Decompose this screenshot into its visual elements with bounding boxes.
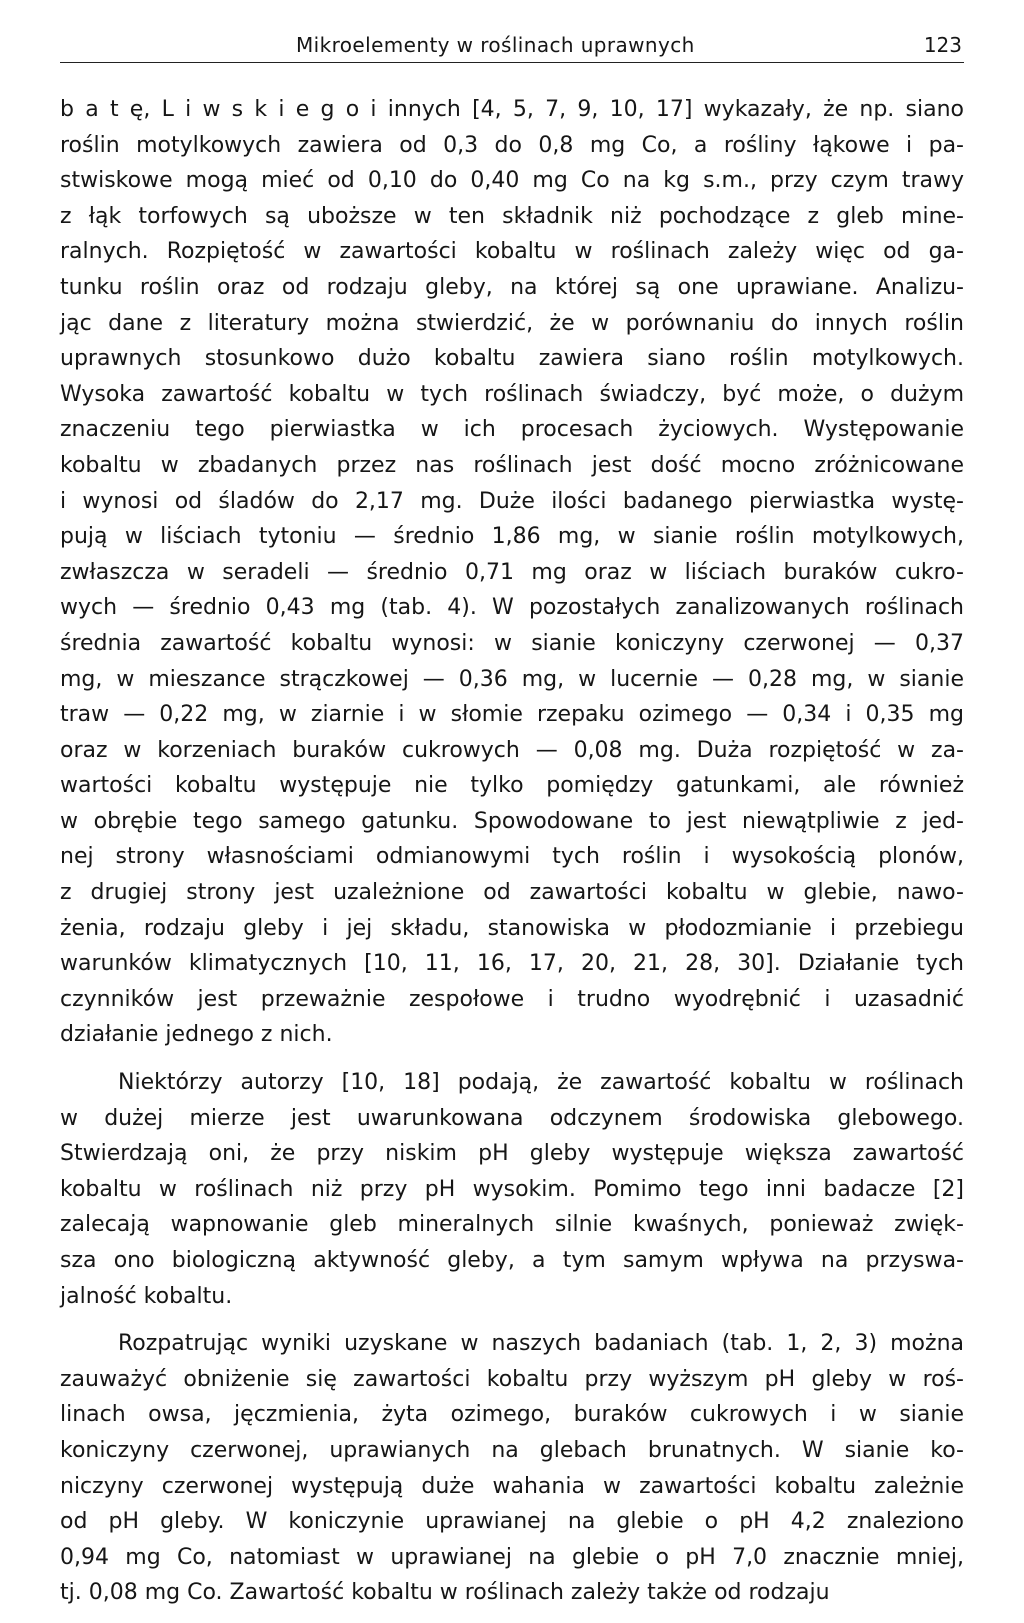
text-line: z drugiej strony jest uzależnione od zawartości kobaltu w glebie, nawo- bbox=[60, 880, 964, 906]
text-line: średnia zawartość kobaltu wynosi: w sianie koniczyny czerwonej — 0,37 bbox=[60, 630, 964, 656]
text-line: zauważyć obniżenie się zawartości kobaltu przy wyższym pH gleby w roś- bbox=[60, 1366, 964, 1392]
text-line: działanie jednego z nich. bbox=[60, 1022, 333, 1048]
text-line: linach owsa, jęczmienia, żyta ozimego, buraków cukrowych i w sianie bbox=[60, 1402, 964, 1428]
text-line: jąc dane z literatury można stwierdzić, że w porównaniu do innych roślin bbox=[60, 310, 964, 336]
text-line: w dużej mierze jest uwarunkowana odczynem środowiska glebowego. bbox=[60, 1105, 964, 1131]
text-line: niczyny czerwonej występują duże wahania w zawartości kobaltu zależnie bbox=[60, 1473, 964, 1499]
text-line: traw — 0,22 mg, w ziarnie i w słomie rzepaku ozimego — 0,34 i 0,35 mg bbox=[60, 702, 964, 728]
text-line: zwłaszcza w seradeli — średnio 0,71 mg oraz w liściach buraków cukro- bbox=[60, 559, 964, 585]
body-text bbox=[60, 92, 964, 1623]
text-line: roślin motylkowych zawiera od 0,3 do 0,8 mg Co, a rośliny łąkowe i pa- bbox=[60, 132, 964, 158]
text-line: kobaltu w zbadanych przez nas roślinach jest dość mocno zróżnicowane bbox=[60, 452, 964, 478]
text-line: sza ono biologiczną aktywność gleby, a tym samym wpływa na przyswa- bbox=[60, 1248, 964, 1273]
text-line: tunku roślin oraz od rodzaju gleby, na której są one uprawiane. Analizu- bbox=[60, 274, 964, 300]
page-number: 123 bbox=[923, 33, 962, 57]
text-line: warunków klimatycznych [10, 11, 16, 17, 20, 21, 28, 30]. Działanie tych bbox=[60, 951, 964, 977]
text-line: kobaltu w roślinach niż przy pH wysokim. Pomimo tego inni badacze [2] bbox=[60, 1176, 964, 1202]
text-line: i wynosi od śladów do 2,17 mg. Duże ilości badanego pierwiastka wystę- bbox=[60, 488, 964, 514]
text-line: tj. 0,08 mg Co. Zawartość kobaltu w roślinach zależy także od rodzaju bbox=[60, 1580, 830, 1606]
text-line: Rozpatrując wyniki uzyskane w naszych badaniach (tab. 1, 2, 3) można bbox=[118, 1331, 964, 1357]
text-line: 0,94 mg Co, natomiast w uprawianej na glebie o pH 7,0 znacznie mniej, bbox=[60, 1544, 964, 1570]
text-line: żenia, rodzaju gleby i jej składu, stanowiska w płodozmianie i przebiegu bbox=[60, 915, 964, 941]
text-line: wych — średnio 0,43 mg (tab. 4). W pozostałych zanalizowanych roślinach bbox=[60, 595, 964, 621]
paragraph bbox=[60, 1326, 964, 1611]
text-line: Wysoka zawartość kobaltu w tych roślinach świadczy, być może, o dużym bbox=[60, 381, 964, 407]
running-title: Mikroelementy w roślinach uprawnych bbox=[296, 33, 695, 57]
text-line: b a t ę, L i w s k i e g o i innych [4, 5, 7, 9, 10, 17] wykazały, że np. siano bbox=[60, 97, 964, 122]
text-line: stwiskowe mogą mieć od 0,10 do 0,40 mg Co na kg s.m., przy czym trawy bbox=[60, 168, 964, 194]
text-line: uprawnych stosunkowo dużo kobaltu zawiera siano roślin motylkowych. bbox=[60, 346, 964, 372]
running-header bbox=[60, 30, 964, 63]
paragraph bbox=[60, 92, 964, 1053]
text-line: od pH gleby. W koniczynie uprawianej na glebie o pH 4,2 znaleziono bbox=[60, 1509, 964, 1535]
text-line: znaczeniu tego pierwiastka w ich procesach życiowych. Występowanie bbox=[60, 417, 964, 443]
text-line: ralnych. Rozpiętość w zawartości kobaltu w roślinach zależy więc od ga- bbox=[60, 239, 964, 265]
text-line: czynników jest przeważnie zespołowe i trudno wyodrębnić i uzasadnić bbox=[60, 986, 964, 1012]
text-line: Niektórzy autorzy [10, 18] podają, że zawartość kobaltu w roślinach bbox=[118, 1070, 964, 1096]
text-line: nej strony własnościami odmianowymi tych roślin i wysokością plonów, bbox=[60, 844, 964, 870]
text-line: oraz w korzeniach buraków cukrowych — 0,08 mg. Duża rozpiętość w za- bbox=[60, 737, 964, 763]
text-line: mg, w mieszance strączkowej — 0,36 mg, w lucernie — 0,28 mg, w sianie bbox=[60, 666, 964, 692]
text-line: z łąk torfowych są uboższe w ten składnik niż pochodzące z gleb mine- bbox=[60, 203, 964, 229]
text-line: jalność kobaltu. bbox=[60, 1283, 233, 1309]
text-line: Stwierdzają oni, że przy niskim pH gleby występuje większa zawartość bbox=[60, 1141, 964, 1167]
text-line: w obrębie tego samego gatunku. Spowodowane to jest niewątpliwie z jed- bbox=[60, 808, 964, 834]
text-line: koniczyny czerwonej, uprawianych na glebach brunatnych. W sianie ko- bbox=[60, 1437, 964, 1463]
text-line: zalecają wapnowanie gleb mineralnych silnie kwaśnych, ponieważ zwięk- bbox=[60, 1212, 964, 1238]
text-line: pują w liściach tytoniu — średnio 1,86 mg, w sianie roślin motylkowych, bbox=[60, 524, 964, 550]
paragraph bbox=[60, 1065, 964, 1314]
text-line: wartości kobaltu występuje nie tylko pomiędzy gatunkami, ale również bbox=[60, 773, 964, 799]
